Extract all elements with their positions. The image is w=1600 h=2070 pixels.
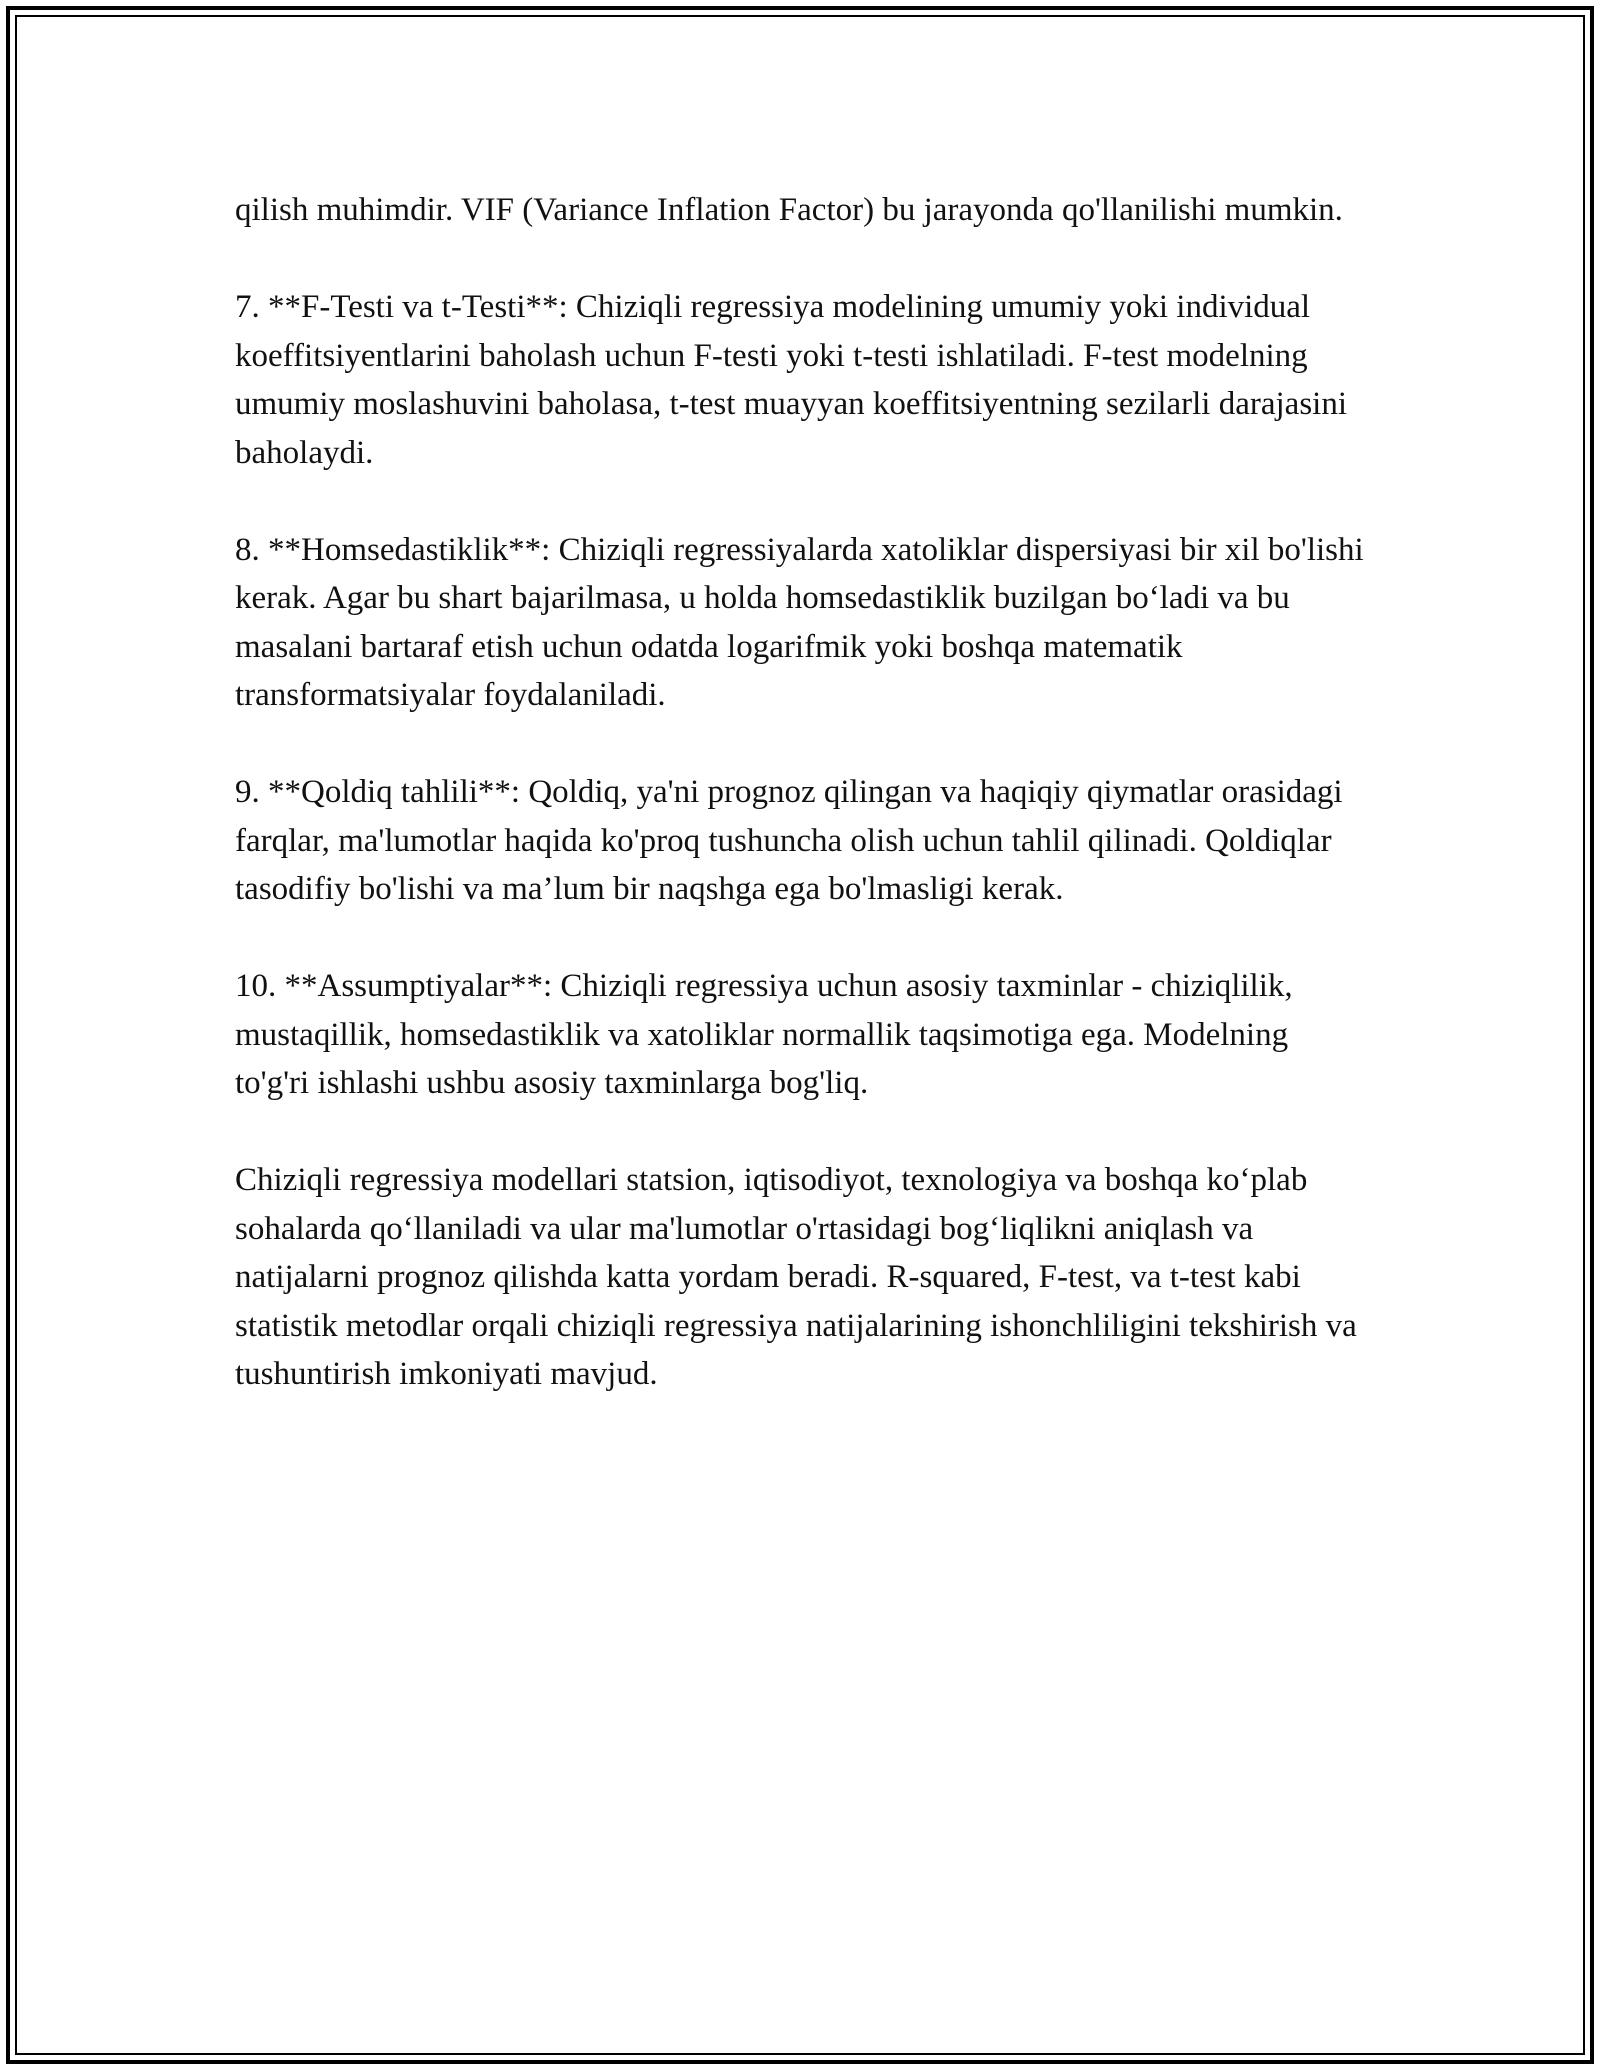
document-body	[235, 186, 1365, 1399]
paragraph-item-10-assumptions: 10. **Assumptiyalar**: Chiziqli regressiya uchun asosiy taxminlar - chiziqlilik, mustaqillik, homsedastiklik va xatoliklar normallik taqsimotiga ega. Modelning to'g'ri ishlashi ushbu asosiy taxminlarga bog'liq.	[235, 968, 1293, 1101]
paragraph-vif-continuation: qilish muhimdir. VIF (Variance Inflation Factor) bu jarayonda qo'llanilishi mumkin.	[235, 192, 1343, 228]
paragraph-item-9-residual-analysis: 9. **Qoldiq tahlili**: Qoldiq, ya'ni prognoz qilingan va haqiqiy qiymatlar orasidagi farqlar, ma'lumotlar haqida ko'proq tushuncha olish uchun tahlil qilinadi. Qoldiqlar tasodifiy bo'lishi va ma’lum bir naqshga ega bo'lmasligi kerak.	[235, 774, 1343, 907]
paragraph-conclusion: Chiziqli regressiya modellari statsion, iqtisodiyot, texnologiya va boshqa ko‘plab sohalarda qo‘llaniladi va ular ma'lumotlar o'rtasidagi bog‘liqlikni aniqlash va natijalarni prognoz qilishda katta yordam beradi. R-squared, F-test, va t-test kabi statistik metodlar orqali chiziqli regressiya natijalarining ishonchliligini tekshirish va tushuntirish imkoniyati mavjud.	[235, 1162, 1357, 1392]
paragraph-item-7-f-test-t-test: 7. **F-Testi va t-Testi**: Chiziqli regressiya modelining umumiy yoki individual koeffitsiyentlarini baholash uchun F-testi yoki t-testi ishlatiladi. F-test modelning umumiy moslashuvini baholasa, t-test muayyan koeffitsiyentning sezilarli darajasini baholaydi.	[235, 289, 1347, 471]
paragraph-item-8-homoscedasticity: 8. **Homsedastiklik**: Chiziqli regressiyalarda xatoliklar dispersiyasi bir xil bo'lishi kerak. Agar bu shart bajarilmasa, u holda homsedastiklik buzilgan bo‘ladi va bu masalani bartaraf etish uchun odatda logarifmik yoki boshqa matematik transformatsiyalar foydalaniladi.	[235, 531, 1364, 713]
